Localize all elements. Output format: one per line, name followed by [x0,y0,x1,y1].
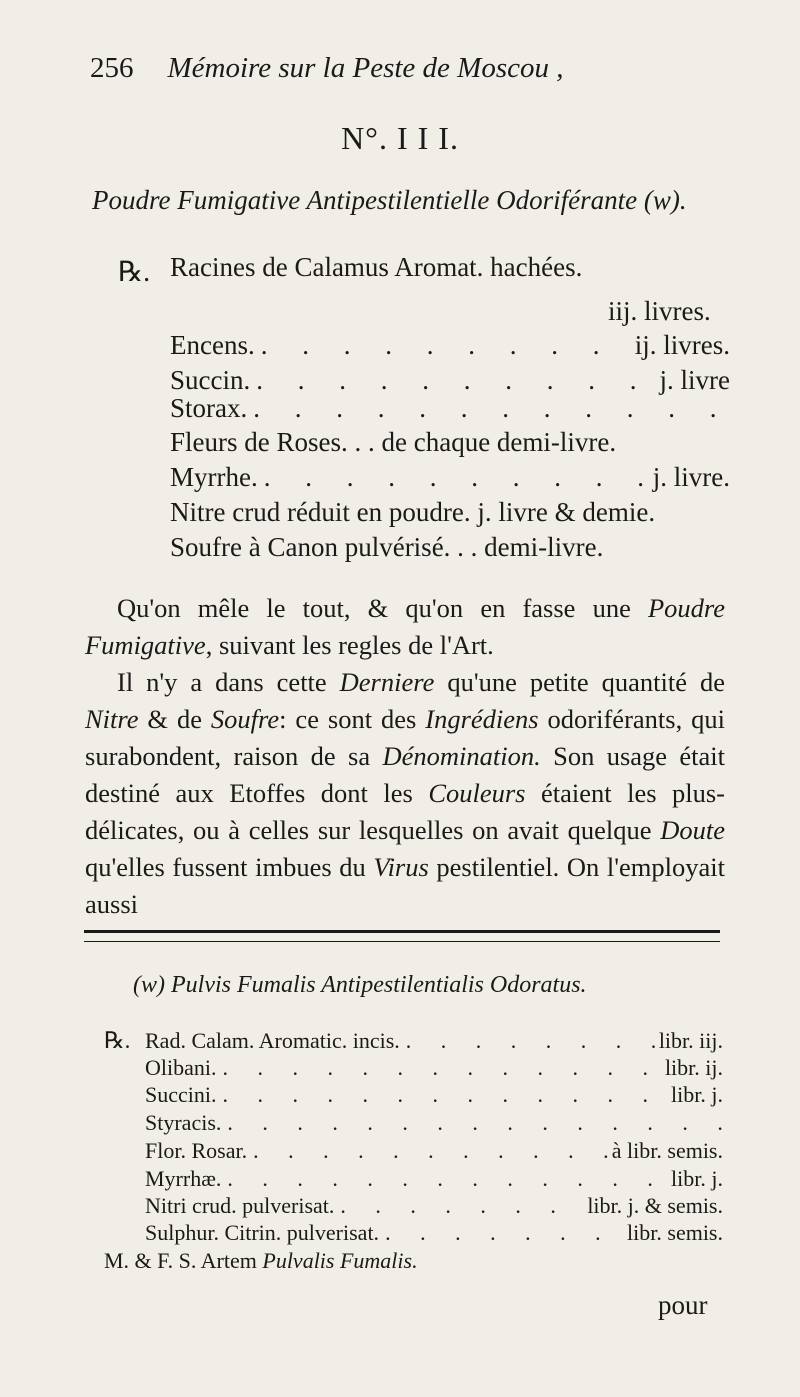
footnote-item: Myrrhæ. . . . libr. j. [145,1166,723,1192]
section-number: N°. I I I. [341,120,459,156]
footnote-item: Nitri crud. pulverisat. . . . libr. j. & semis. [145,1193,723,1219]
page-number: 256 [90,52,134,84]
footnote-item: Sulphur. Citrin. pulverisat. . . . libr. semis. [145,1220,723,1246]
running-title: Mémoire sur la Peste de Moscou , [167,52,564,84]
leader-dots [255,330,635,361]
recipe-first-qty: iij. livres. [608,296,711,326]
recipe-item [170,393,730,424]
footnote-final-line: M. & F. S. Artem Pulvalis Fumalis. [104,1248,418,1273]
paragraph: Qu'on mêle le tout, & qu'on en fasse une Poudre Fumigative, suivant les regles de l'Art. [85,593,725,660]
recipe-first-line: Racines de Calamus Aromat. hachées. [170,252,583,282]
body-text [85,590,725,923]
leader-dots [400,1028,659,1054]
footnote-rx-symbol: ℞. [104,1028,131,1053]
paragraph: Il n'y a dans cette Derniere qu'une petite quantité de Nitre & de Soufre: ce sont des Ingrédiens odoriférants, qui surabondent, raison de sa Dénomination. Son usage était destiné aux Etoffes dont les Couleurs étaient les plus-délicates, ou à celles sur lesquelles on avait quelque Doute qu'elles fussent imbues du Virus pestilentiel. On l'employait aussi [85,667,726,919]
leader-dots [247,393,730,424]
recipe-item [170,462,730,493]
recipe-item: Soufre à Canon pulvérisé. . . demi-livre. [170,532,604,562]
recipe-item [170,330,730,361]
leader-dots [217,1082,672,1108]
footnote-item: Styracis. . . . [145,1110,723,1136]
recipe-qty: ij. livres. [634,330,730,360]
recipe-qty: j. livre. [652,462,730,492]
footnote-item: Olibani. . . . libr. ij. [145,1055,723,1081]
recipe-item [170,365,730,396]
leader-dots [379,1220,627,1246]
recipe-item: Fleurs de Roses. . . de chaque demi-livre. [170,427,617,457]
footnote-item: Rad. Calam. Aromatic. incis. . . . libr. iij. [145,1028,723,1054]
running-header [90,52,563,85]
footnote-rule-thin [84,941,720,942]
leader-dots [217,1055,665,1081]
recipe-ingredient: Encens. [170,330,255,360]
footnote-item: Flor. Rosar. . . . à libr. semis. [145,1138,723,1164]
leader-dots [221,1166,671,1192]
recipe-ingredient: Succin. [170,365,251,395]
recipe-ingredient: Storax. [170,393,248,423]
footnote-title: (w) Pulvis Fumalis Antipestilentialis Odoratus. [133,972,587,998]
leader-dots [221,1110,723,1136]
recipe-qty: j. livre [659,365,730,395]
leader-dots [334,1193,587,1219]
leader-dots [250,365,659,396]
recipe-item: Nitre crud réduit en poudre. j. livre & demie. [170,497,656,527]
leader-dots [258,462,653,493]
footnote-rule [84,930,720,933]
footnote-item: Succini. . . . libr. j. [145,1082,723,1108]
recipe-ingredient: Myrrhe. [170,462,258,492]
catchword: pour [658,1290,708,1320]
rx-symbol: ℞. [118,257,151,288]
leader-dots [247,1138,612,1164]
recipe-title: Poudre Fumigative Antipestilentielle Odoriférante (w). [92,185,687,215]
